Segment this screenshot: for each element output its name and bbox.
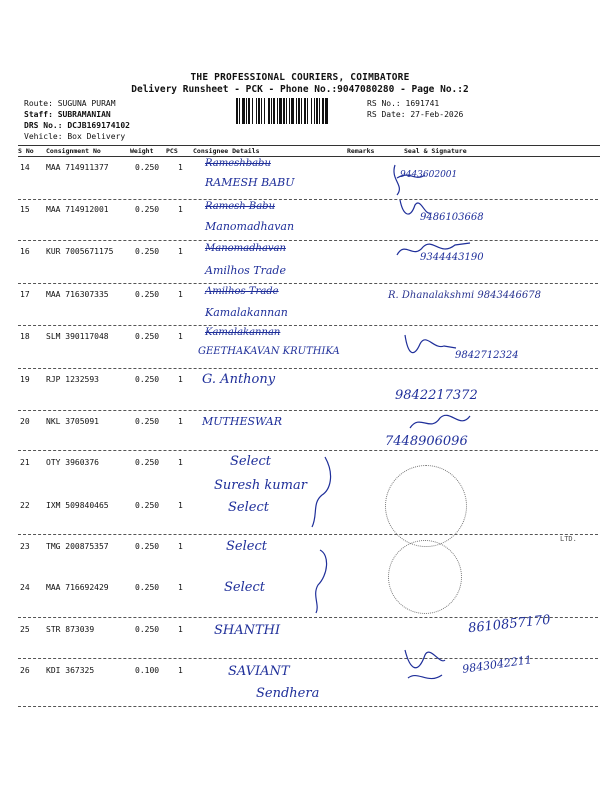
row-consignment: IXM 509840465 xyxy=(46,501,109,510)
row-pcs: 1 xyxy=(178,583,183,592)
row-weight: 0.250 xyxy=(135,583,160,592)
row-sno: 15 xyxy=(20,205,30,214)
row-consignee-handwritten: G. Anthony xyxy=(202,372,276,387)
row-pcs: 1 xyxy=(178,458,183,467)
row-consignee-handwritten-2: Sendhera xyxy=(256,686,320,701)
row-consignee-handwritten: Manomadhavan xyxy=(205,243,286,254)
signature-scribble xyxy=(385,160,458,200)
row-sno: 14 xyxy=(20,163,30,172)
barcode-bar xyxy=(242,98,245,124)
col-details: Consignee Details xyxy=(193,147,260,155)
row-sno: 19 xyxy=(20,375,30,384)
row-consignee-handwritten-2: GEETHAKAVAN KRUTHIKA xyxy=(198,346,340,357)
row-weight: 0.250 xyxy=(135,332,160,341)
barcode-bar xyxy=(277,98,278,124)
row-pcs: 1 xyxy=(178,332,183,341)
row-pcs: 1 xyxy=(178,290,183,299)
row-pcs: 1 xyxy=(178,666,183,675)
row-sno: 18 xyxy=(20,332,30,341)
row-signature: R. Dhanalakshmi 9843446678 xyxy=(388,290,541,301)
row-consignment: MAA 716692429 xyxy=(46,583,109,592)
row-consignment: OTY 3960376 xyxy=(46,458,99,467)
stamp-text: LTD. xyxy=(560,535,577,543)
row-divider xyxy=(18,283,600,284)
header-bottom-rule xyxy=(18,156,600,157)
barcode-bar xyxy=(239,98,240,124)
row-consignee-handwritten-2: Suresh kumar xyxy=(214,478,307,493)
row-divider xyxy=(18,368,600,369)
barcode-bar xyxy=(289,98,290,124)
row-consignee-handwritten: Select xyxy=(230,454,271,469)
barcode-bar xyxy=(319,98,320,124)
row-weight: 0.250 xyxy=(135,375,160,384)
row-consignment: KDI 367325 xyxy=(46,666,95,675)
row-consignee-handwritten: Rameshbabu xyxy=(205,158,271,169)
barcode-bar xyxy=(304,98,306,124)
row-consignee-handwritten: Kamalakannan xyxy=(205,327,281,338)
signature-scribble xyxy=(395,195,435,225)
row-consignee-handwritten-2: RAMESH BABU xyxy=(205,176,295,189)
row-weight: 0.250 xyxy=(135,625,160,634)
row-divider xyxy=(18,325,600,326)
rs-date: RS Date: 27-Feb-2026 xyxy=(367,110,464,119)
row-consignee-handwritten: Amilhos Trade xyxy=(205,286,279,297)
barcode-bar xyxy=(286,98,287,124)
row-signature: 9843042211 xyxy=(461,653,533,676)
barcode-bar xyxy=(256,98,257,124)
table-bottom-rule xyxy=(18,706,600,707)
barcode-bar xyxy=(291,98,294,124)
row-divider xyxy=(18,450,600,451)
row-consignee-handwritten: SAVIANT xyxy=(228,664,290,679)
signature-scribble xyxy=(400,640,450,690)
drs-line: DRS No.: DCJB169174102 xyxy=(24,121,130,130)
header-top-rule xyxy=(18,145,600,146)
row-consignee-handwritten-2: Kamalakannan xyxy=(205,306,288,319)
row-pcs: 1 xyxy=(178,163,183,172)
row-sno: 17 xyxy=(20,290,30,299)
barcode-bar xyxy=(307,98,308,124)
row-consignee-handwritten: MUTHESWAR xyxy=(202,415,283,428)
row-signature: 9842712324 xyxy=(455,350,519,361)
barcode-bar xyxy=(261,98,262,124)
row-consignee-handwritten: Select xyxy=(224,580,265,595)
row-sno: 23 xyxy=(20,542,30,551)
row-consignment: STR 873039 xyxy=(46,625,95,634)
col-sno: S No xyxy=(18,147,34,155)
row-weight: 0.100 xyxy=(135,666,160,675)
row-weight: 0.250 xyxy=(135,501,160,510)
rs-number: RS No.: 1691741 xyxy=(367,99,440,108)
row-signature: 9486103668 xyxy=(420,212,484,223)
row-pcs: 1 xyxy=(178,625,183,634)
barcode-bar xyxy=(273,98,275,124)
bracket-scribble xyxy=(300,455,340,615)
col-seal: Seal & Signature xyxy=(404,147,467,155)
row-signature: 9344443190 xyxy=(420,252,484,263)
row-consignment: NKL 3705091 xyxy=(46,417,99,426)
col-weight: Weight xyxy=(130,147,154,155)
route-line: Route: SUGUNA PURAM xyxy=(24,99,116,108)
row-sno: 24 xyxy=(20,583,30,592)
barcode-bar xyxy=(298,98,300,124)
row-pcs: 1 xyxy=(178,205,183,214)
barcode-bar xyxy=(311,98,312,124)
barcode-bar xyxy=(258,98,260,124)
row-signature: 8610857170 xyxy=(467,612,552,637)
row-consignment: RJP 1232593 xyxy=(46,375,99,384)
barcode-bar xyxy=(325,98,328,124)
barcode-bar xyxy=(322,98,324,124)
row-sno: 16 xyxy=(20,247,30,256)
row-consignee-handwritten: SHANTHI xyxy=(214,623,281,638)
row-consignee-handwritten: Select xyxy=(226,539,267,554)
barcode-bar xyxy=(279,98,282,124)
row-consignment: MAA 716307335 xyxy=(46,290,109,299)
row-divider xyxy=(18,240,600,241)
signature-scribble xyxy=(405,408,475,442)
row-consignee-handwritten-2: Manomadhavan xyxy=(205,220,295,233)
row-weight: 0.250 xyxy=(135,458,160,467)
col-remarks: Remarks xyxy=(347,147,375,155)
row-divider xyxy=(18,199,600,200)
col-pcs: PCS xyxy=(166,147,178,155)
company-title: THE PROFESSIONAL COURIERS, COIMBATORE xyxy=(190,72,410,83)
row-pcs: 1 xyxy=(178,501,183,510)
barcode xyxy=(236,98,364,124)
row-weight: 0.250 xyxy=(135,542,160,551)
row-consignment: KUR 7005671175 xyxy=(46,247,114,256)
row-signature: 7448906096 xyxy=(385,434,468,449)
route-info xyxy=(24,98,130,142)
row-pcs: 1 xyxy=(178,247,183,256)
row-sno: 26 xyxy=(20,666,30,675)
staff-line: Staff: SUBRAMANIAN xyxy=(24,110,111,119)
row-consignee-handwritten: Ramesh Babu xyxy=(205,201,276,212)
signature-scribble xyxy=(400,330,460,362)
row-weight: 0.250 xyxy=(135,163,160,172)
row-weight: 0.250 xyxy=(135,247,160,256)
row-consignee-handwritten-2: Amilhos Trade xyxy=(205,264,286,277)
row-consignee-handwritten: Select xyxy=(228,500,269,515)
barcode-bar xyxy=(268,98,270,124)
row-consignment: MAA 714912001 xyxy=(46,205,109,214)
signature-scribble xyxy=(395,235,475,265)
row-sno: 21 xyxy=(20,458,30,467)
seal-stamp xyxy=(388,540,462,614)
seal-stamp xyxy=(385,465,467,547)
row-sno: 22 xyxy=(20,501,30,510)
row-signature: 9842217372 xyxy=(395,388,478,403)
row-pcs: 1 xyxy=(178,375,183,384)
row-consignment: TMG 200875357 xyxy=(46,542,109,551)
barcode-bar xyxy=(301,98,302,124)
runsheet-subtitle: Delivery Runsheet - PCK - Phone No.:9047080280 - Page No.:2 xyxy=(131,84,469,95)
barcode-bar xyxy=(314,98,315,124)
barcode-bar xyxy=(271,98,272,124)
barcode-bar xyxy=(248,98,250,124)
barcode-bar xyxy=(283,98,285,124)
row-pcs: 1 xyxy=(178,417,183,426)
row-sno: 25 xyxy=(20,625,30,634)
barcode-bar xyxy=(252,98,253,124)
row-weight: 0.250 xyxy=(135,205,160,214)
barcode-bar xyxy=(264,98,265,124)
row-sno: 20 xyxy=(20,417,30,426)
col-consignment: Consignment No xyxy=(46,147,101,155)
row-consignment: SLM 390117048 xyxy=(46,332,109,341)
row-weight: 0.250 xyxy=(135,290,160,299)
row-pcs: 1 xyxy=(178,542,183,551)
barcode-bar xyxy=(316,98,318,124)
rs-info xyxy=(367,98,463,120)
barcode-bar xyxy=(246,98,247,124)
vehicle-line: Vehicle: Box Delivery xyxy=(24,132,126,141)
barcode-bar xyxy=(296,98,297,124)
row-divider xyxy=(18,410,600,411)
row-consignment: MAA 714911377 xyxy=(46,163,109,172)
barcode-bar xyxy=(236,98,238,124)
row-signature: 9443602001 xyxy=(400,170,458,180)
row-weight: 0.250 xyxy=(135,417,160,426)
